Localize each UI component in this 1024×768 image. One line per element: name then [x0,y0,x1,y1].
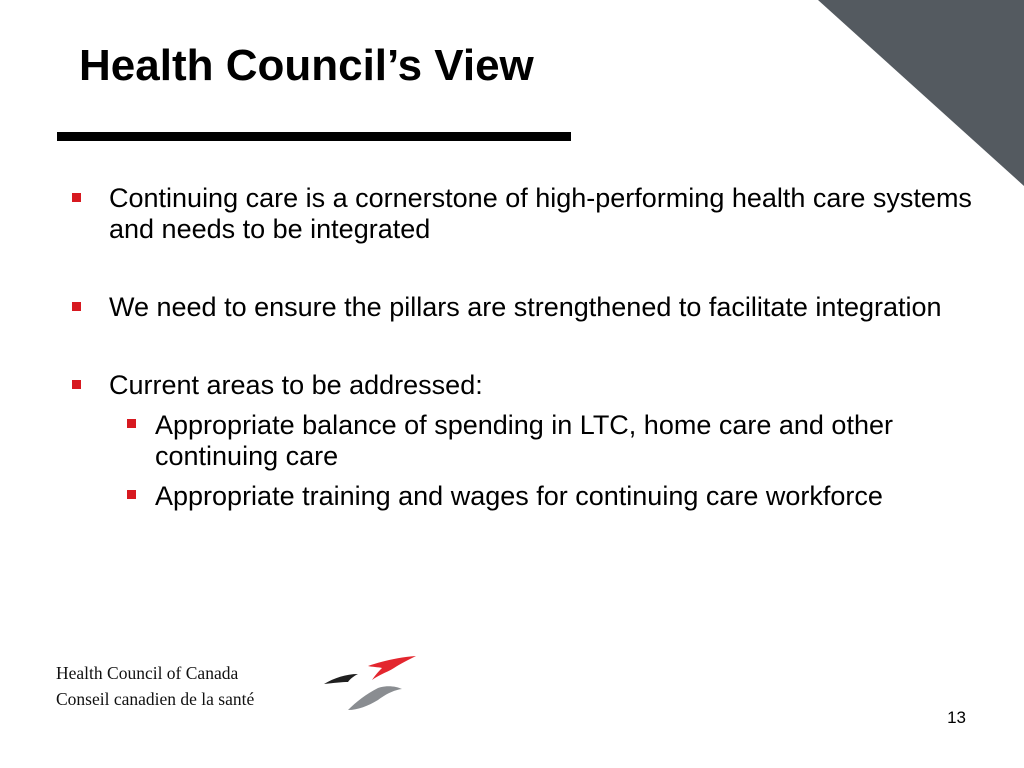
bullet-item [72,292,972,323]
bullet-text: Continuing care is a cornerstone of high-performing health care systems and needs to be integrated [109,183,972,244]
bullet-item [72,183,972,245]
slide-title: Health Council’s View [79,41,534,90]
sub-bullet-text: Appropriate training and wages for continuing care workforce [155,481,883,511]
bullet-square-icon [72,193,81,202]
sub-bullet-item [72,481,972,512]
bullet-square-icon [127,490,136,499]
page-number: 13 [947,708,966,727]
logo-birds-icon [320,654,420,714]
sub-bullet-text: Appropriate balance of spending in LTC, home care and other continuing care [155,410,893,471]
title-underline [57,132,571,141]
bullet-text: We need to ensure the pillars are strengthened to facilitate integration [109,292,942,322]
bullet-list [72,183,972,512]
sub-bullet-item [72,410,972,472]
bullet-text: Current areas to be addressed: [109,370,483,400]
bullet-square-icon [127,419,136,428]
org-name [56,660,254,712]
bullet-square-icon [72,380,81,389]
org-name-en: Health Council of Canada [56,663,239,683]
bullet-item [72,370,972,401]
org-name-fr: Conseil canadien de la santé [56,689,255,709]
bullet-square-icon [72,302,81,311]
